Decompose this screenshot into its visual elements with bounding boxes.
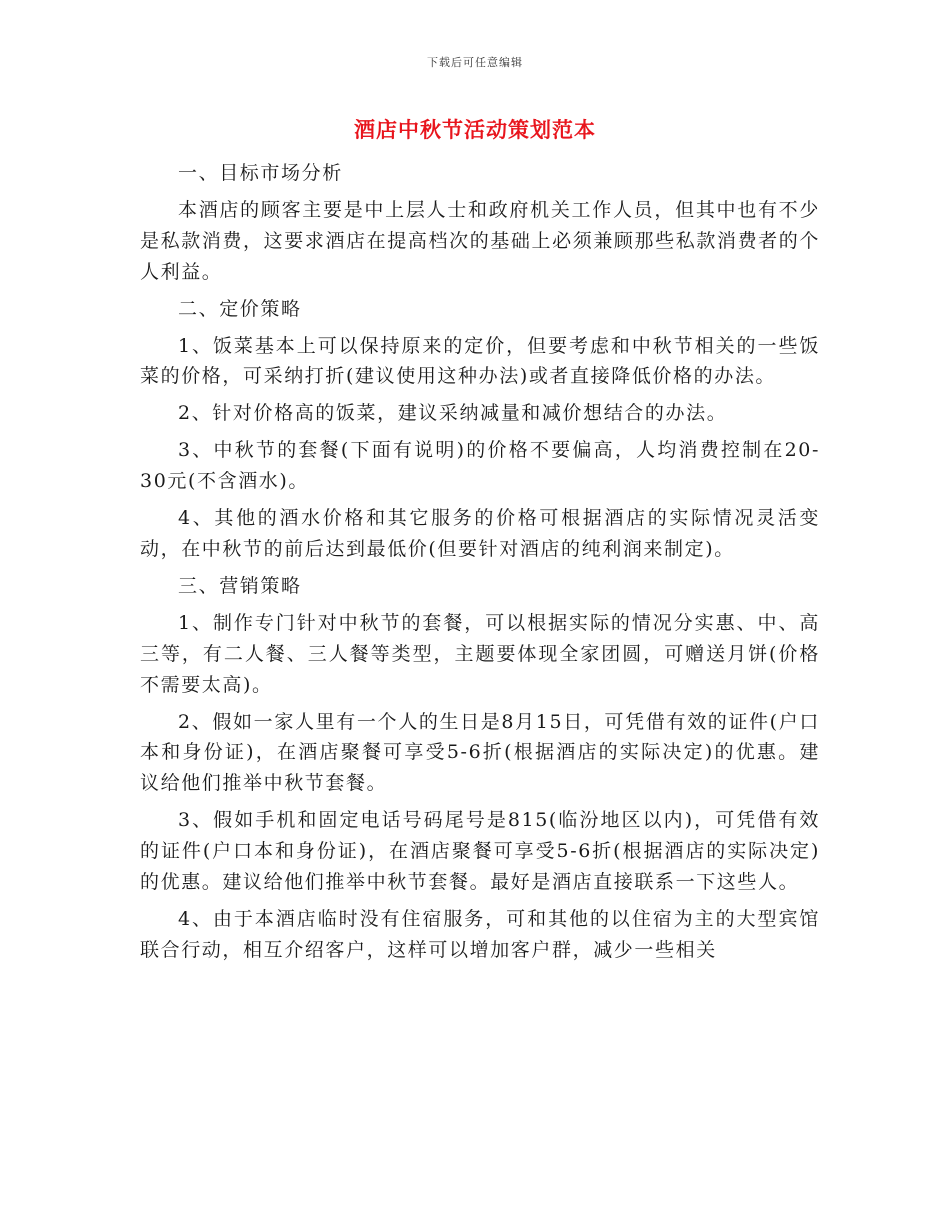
section-heading-market-analysis: 一、目标市场分析	[178, 162, 343, 184]
section-heading-pricing: 二、定价策略	[178, 297, 302, 320]
document-body	[140, 158, 820, 972]
document-title: 酒店中秋节活动策划范本	[354, 117, 596, 142]
paragraph-marketing-2: 2、假如一家人里有一个人的生日是8月15日，可凭借有效的证件(户口本和身份证)，在酒店聚餐可享受5-6折(根据酒店的实际决定)的优惠。建议给他们推举中秋节套餐。	[140, 710, 820, 795]
paragraph-pricing-2: 2、针对价格高的饭菜，建议采纳减量和减价想结合的办法。	[178, 402, 728, 425]
paragraph-marketing-1: 1、制作专门针对中秋节的套餐，可以根据实际的情况分实惠、中、高三等，有二人餐、三人餐等类型，主题要体现全家团圆，可赠送月饼(价格不需要太高)。	[140, 611, 820, 696]
paragraph-pricing-3: 3、中秋节的套餐(下面有说明)的价格不要偏高，人均消费控制在20-30元(不含酒水)。	[140, 439, 820, 493]
section-heading-marketing: 三、营销策略	[178, 574, 302, 597]
paragraph-marketing-3: 3、假如手机和固定电话号码尾号是815(临汾地区以内)，可凭借有效的证件(户口本和身份证)，在酒店聚餐可享受5-6折(根据酒店的实际决定)的优惠。建议给他们推举中秋节套餐。最好是酒店直接联系一下这些人。	[140, 809, 820, 894]
paragraph-pricing-4: 4、其他的酒水价格和其它服务的价格可根据酒店的实际情况灵活变动，在中秋节的前后达到最低价(但要针对酒店的纯利润来制定)。	[140, 507, 820, 560]
paragraph-pricing-1: 1、饭菜基本上可以保持原来的定价，但要考虑和中秋节相关的一些饭菜的价格，可采纳打折(建议使用这种办法)或者直接降低价格的办法。	[140, 334, 820, 388]
paragraph-market-analysis: 本酒店的顾客主要是中上层人士和政府机关工作人员，但其中也有不少是私款消费，这要求酒店在提高档次的基础上必须兼顾那些私款消费者的个人利益。	[140, 198, 820, 283]
page-header-note: 下载后可任意编辑	[427, 56, 523, 69]
paragraph-marketing-4: 4、由于本酒店临时没有住宿服务，可和其他的以住宿为主的大型宾馆联合行动，相互介绍客户，这样可以增加客户群，减少一些相关	[140, 907, 820, 961]
